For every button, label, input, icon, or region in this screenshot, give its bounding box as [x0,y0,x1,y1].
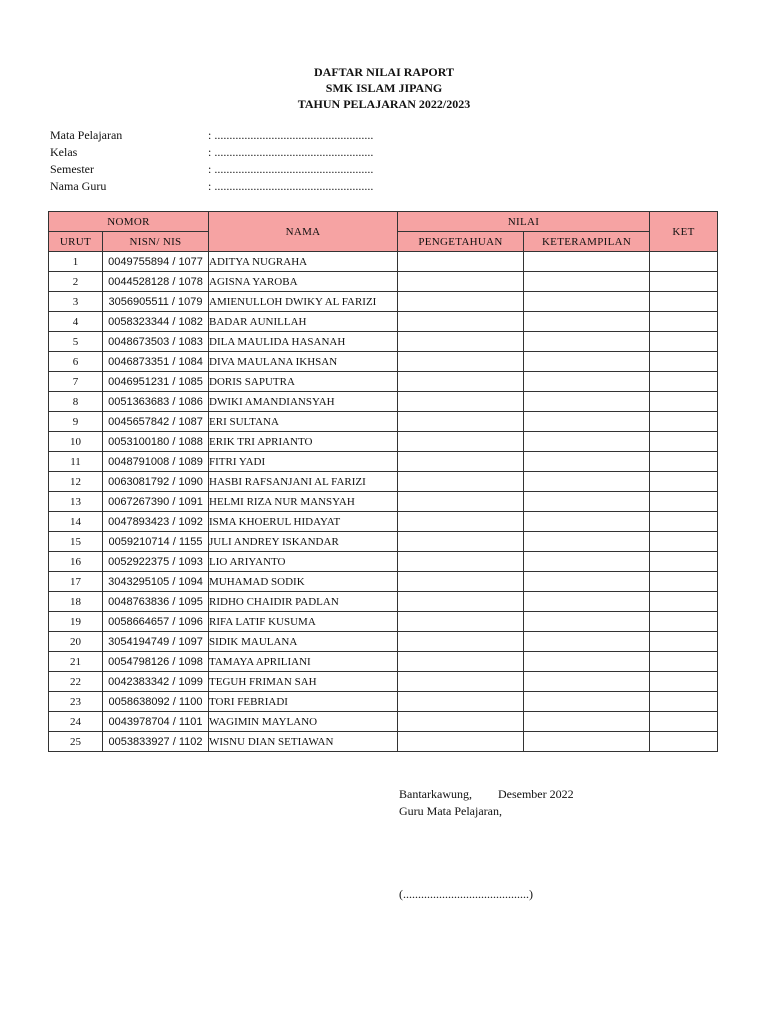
cell-urut: 19 [49,612,103,632]
cell-keterampilan[interactable] [524,532,650,552]
cell-urut: 8 [49,392,103,412]
cell-urut: 7 [49,372,103,392]
cell-pengetahuan[interactable] [398,532,524,552]
cell-keterampilan[interactable] [524,572,650,592]
cell-nama: LIO ARIYANTO [209,552,398,572]
cell-nama: ADITYA NUGRAHA [209,252,398,272]
cell-urut: 14 [49,512,103,532]
cell-nisn: 0054798126 / 1098 [103,652,209,672]
cell-nisn: 0049755894 / 1077 [103,252,209,272]
table-row [49,372,718,392]
cell-keterampilan[interactable] [524,432,650,452]
cell-ket[interactable] [650,672,718,692]
cell-pengetahuan[interactable] [398,492,524,512]
cell-nisn: 0058638092 / 1100 [103,692,209,712]
cell-urut: 6 [49,352,103,372]
meta-block [50,127,373,195]
cell-urut: 21 [49,652,103,672]
table-row [49,652,718,672]
cell-nama: FITRI YADI [209,452,398,472]
cell-urut: 17 [49,572,103,592]
cell-nama: MUHAMAD SODIK [209,572,398,592]
table-row [49,252,718,272]
cell-nisn: 0059210714 / 1155 [103,532,209,552]
cell-ket[interactable] [650,552,718,572]
cell-nama: HASBI RAFSANJANI AL FARIZI [209,472,398,492]
cell-ket[interactable] [650,712,718,732]
cell-urut: 16 [49,552,103,572]
cell-urut: 12 [49,472,103,492]
cell-keterampilan[interactable] [524,592,650,612]
table-row [49,412,718,432]
cell-pengetahuan[interactable] [398,612,524,632]
cell-nisn: 0058664657 / 1096 [103,612,209,632]
meta-value[interactable]: : ..................................................... [208,128,374,142]
table-row [49,332,718,352]
cell-keterampilan[interactable] [524,552,650,572]
cell-nisn: 0042383342 / 1099 [103,672,209,692]
cell-nisn: 0063081792 / 1090 [103,472,209,492]
cell-ket[interactable] [650,512,718,532]
cell-ket[interactable] [650,532,718,552]
cell-nama: ERI SULTANA [209,412,398,432]
table-row [49,572,718,592]
cell-ket[interactable] [650,572,718,592]
meta-label: Semester [50,162,94,176]
cell-nama: DILA MAULIDA HASANAH [209,332,398,352]
cell-nisn: 3054194749 / 1097 [103,632,209,652]
cell-nama: AMIENULLOH DWIKY AL FARIZI [209,292,398,312]
cell-ket[interactable] [650,612,718,632]
cell-keterampilan[interactable] [524,292,650,312]
cell-nama: RIDHO CHAIDIR PADLAN [209,592,398,612]
signature-place-date [399,787,574,802]
cell-keterampilan[interactable] [524,352,650,372]
cell-ket[interactable] [650,732,718,752]
table-row [49,732,718,752]
cell-ket[interactable] [650,392,718,412]
cell-pengetahuan[interactable] [398,712,524,732]
header-ket: KET [650,212,718,252]
cell-nama: DIVA MAULANA IKHSAN [209,352,398,372]
table-row [49,672,718,692]
cell-pengetahuan[interactable] [398,652,524,672]
meta-label: Kelas [50,145,78,159]
signature-name-line: (..........................................) [399,887,533,901]
table-row [49,312,718,332]
cell-pengetahuan[interactable] [398,572,524,592]
cell-nama: AGISNA YAROBA [209,272,398,292]
cell-urut: 2 [49,272,103,292]
cell-ket[interactable] [650,592,718,612]
cell-pengetahuan[interactable] [398,292,524,312]
cell-keterampilan[interactable] [524,692,650,712]
cell-keterampilan[interactable] [524,332,650,352]
table-row [49,712,718,732]
cell-pengetahuan[interactable] [398,592,524,612]
cell-nama: ISMA KHOERUL HIDAYAT [209,512,398,532]
doc-title-line3: TAHUN PELAJARAN 2022/2023 [297,97,471,111]
header-nisn: NISN/ NIS [103,232,209,252]
header-nomor: NOMOR [49,212,209,232]
cell-nisn: 3043295105 / 1094 [103,572,209,592]
table-row [49,512,718,532]
cell-keterampilan[interactable] [524,412,650,432]
cell-ket[interactable] [650,452,718,472]
cell-pengetahuan[interactable] [398,632,524,652]
header-urut: URUT [49,232,103,252]
cell-pengetahuan[interactable] [398,552,524,572]
table-row [49,492,718,512]
signature-date: Desember 2022 [497,787,574,801]
cell-pengetahuan[interactable] [398,352,524,372]
cell-nama: JULI ANDREY ISKANDAR [209,532,398,552]
cell-ket[interactable] [650,292,718,312]
cell-nisn: 0047893423 / 1092 [103,512,209,532]
table-row [49,452,718,472]
cell-pengetahuan[interactable] [398,692,524,712]
cell-urut: 24 [49,712,103,732]
cell-ket[interactable] [650,372,718,392]
cell-keterampilan[interactable] [524,492,650,512]
header-pengetahuan: PENGETAHUAN [398,232,524,252]
cell-nama: RIFA LATIF KUSUMA [209,612,398,632]
meta-value[interactable]: : ..................................................... [208,179,374,193]
cell-nisn: 0048763836 / 1095 [103,592,209,612]
cell-urut: 20 [49,632,103,652]
cell-keterampilan[interactable] [524,712,650,732]
cell-pengetahuan[interactable] [398,272,524,292]
cell-nisn: 0048791008 / 1089 [103,452,209,472]
meta-row [50,178,373,195]
cell-pengetahuan[interactable] [398,512,524,532]
table-row [49,472,718,492]
cell-ket[interactable] [650,492,718,512]
cell-ket[interactable] [650,692,718,712]
meta-value[interactable]: : ..................................................... [208,162,374,176]
cell-urut: 15 [49,532,103,552]
cell-pengetahuan[interactable] [398,432,524,452]
meta-value[interactable]: : ..................................................... [208,145,374,159]
cell-urut: 4 [49,312,103,332]
cell-nisn: 0058323344 / 1082 [103,312,209,332]
header-keterampilan: KETERAMPILAN [524,232,650,252]
cell-nama: DWIKI AMANDIANSYAH [209,392,398,412]
cell-keterampilan[interactable] [524,452,650,472]
cell-nama: HELMI RIZA NUR MANSYAH [209,492,398,512]
cell-nisn: 0048673503 / 1083 [103,332,209,352]
meta-row [50,144,373,161]
cell-nama: SIDIK MAULANA [209,632,398,652]
cell-urut: 11 [49,452,103,472]
signature-place: Bantarkawung, [399,787,472,801]
cell-nama: TAMAYA APRILIANI [209,652,398,672]
table-row [49,552,718,572]
cell-pengetahuan[interactable] [398,252,524,272]
cell-pengetahuan[interactable] [398,392,524,412]
cell-urut: 22 [49,672,103,692]
cell-ket[interactable] [650,312,718,332]
cell-nisn: 0046951231 / 1085 [103,372,209,392]
meta-label: Nama Guru [50,179,107,193]
cell-urut: 18 [49,592,103,612]
cell-pengetahuan[interactable] [398,372,524,392]
cell-keterampilan[interactable] [524,252,650,272]
table-row [49,392,718,412]
doc-title-line1: DAFTAR NILAI RAPORT [313,65,455,79]
table-row [49,272,718,292]
cell-keterampilan[interactable] [524,652,650,672]
cell-pengetahuan[interactable] [398,332,524,352]
cell-ket[interactable] [650,652,718,672]
cell-keterampilan[interactable] [524,512,650,532]
cell-urut: 3 [49,292,103,312]
cell-keterampilan[interactable] [524,612,650,632]
table-row [49,692,718,712]
cell-ket[interactable] [650,252,718,272]
table-row [49,532,718,552]
cell-urut: 23 [49,692,103,712]
cell-keterampilan[interactable] [524,672,650,692]
cell-pengetahuan[interactable] [398,672,524,692]
cell-keterampilan[interactable] [524,372,650,392]
meta-row [50,161,373,178]
table-row [49,612,718,632]
meta-row [50,127,373,144]
cell-keterampilan[interactable] [524,312,650,332]
cell-ket[interactable] [650,352,718,372]
signature-role: Guru Mata Pelajaran, [399,804,502,818]
cell-keterampilan[interactable] [524,732,650,752]
cell-nisn: 0045657842 / 1087 [103,412,209,432]
cell-nisn: 0052922375 / 1093 [103,552,209,572]
cell-nisn: 0053100180 / 1088 [103,432,209,452]
cell-pengetahuan[interactable] [398,312,524,332]
cell-urut: 10 [49,432,103,452]
cell-nama: TEGUH FRIMAN SAH [209,672,398,692]
table-row [49,432,718,452]
cell-urut: 5 [49,332,103,352]
cell-keterampilan[interactable] [524,632,650,652]
header-nama: NAMA [209,212,398,252]
table-row [49,632,718,652]
cell-pengetahuan[interactable] [398,472,524,492]
cell-ket[interactable] [650,632,718,652]
cell-ket[interactable] [650,432,718,452]
cell-nisn: 0067267390 / 1091 [103,492,209,512]
cell-nisn: 0044528128 / 1078 [103,272,209,292]
cell-nama: TORI FEBRIADI [209,692,398,712]
cell-keterampilan[interactable] [524,392,650,412]
table-row [49,292,718,312]
cell-urut: 25 [49,732,103,752]
cell-nama: WAGIMIN MAYLANO [209,712,398,732]
cell-nisn: 0046873351 / 1084 [103,352,209,372]
cell-urut: 13 [49,492,103,512]
cell-ket[interactable] [650,272,718,292]
cell-nisn: 3056905511 / 1079 [103,292,209,312]
meta-label: Mata Pelajaran [50,128,123,142]
cell-nama: BADAR AUNILLAH [209,312,398,332]
cell-pengetahuan[interactable] [398,412,524,432]
table-row [49,592,718,612]
cell-keterampilan[interactable] [524,272,650,292]
cell-nisn: 0043978704 / 1101 [103,712,209,732]
cell-ket[interactable] [650,332,718,352]
cell-ket[interactable] [650,412,718,432]
cell-keterampilan[interactable] [524,472,650,492]
grade-table [48,211,718,752]
cell-urut: 1 [49,252,103,272]
header-nilai: NILAI [398,212,650,232]
cell-nama: DORIS SAPUTRA [209,372,398,392]
cell-nisn: 0051363683 / 1086 [103,392,209,412]
table-row [49,352,718,372]
cell-pengetahuan[interactable] [398,732,524,752]
cell-nama: ERIK TRI APRIANTO [209,432,398,452]
doc-title-line2: SMK ISLAM JIPANG [325,81,443,95]
cell-urut: 9 [49,412,103,432]
cell-nama: WISNU DIAN SETIAWAN [209,732,398,752]
cell-pengetahuan[interactable] [398,452,524,472]
cell-nisn: 0053833927 / 1102 [103,732,209,752]
cell-ket[interactable] [650,472,718,492]
